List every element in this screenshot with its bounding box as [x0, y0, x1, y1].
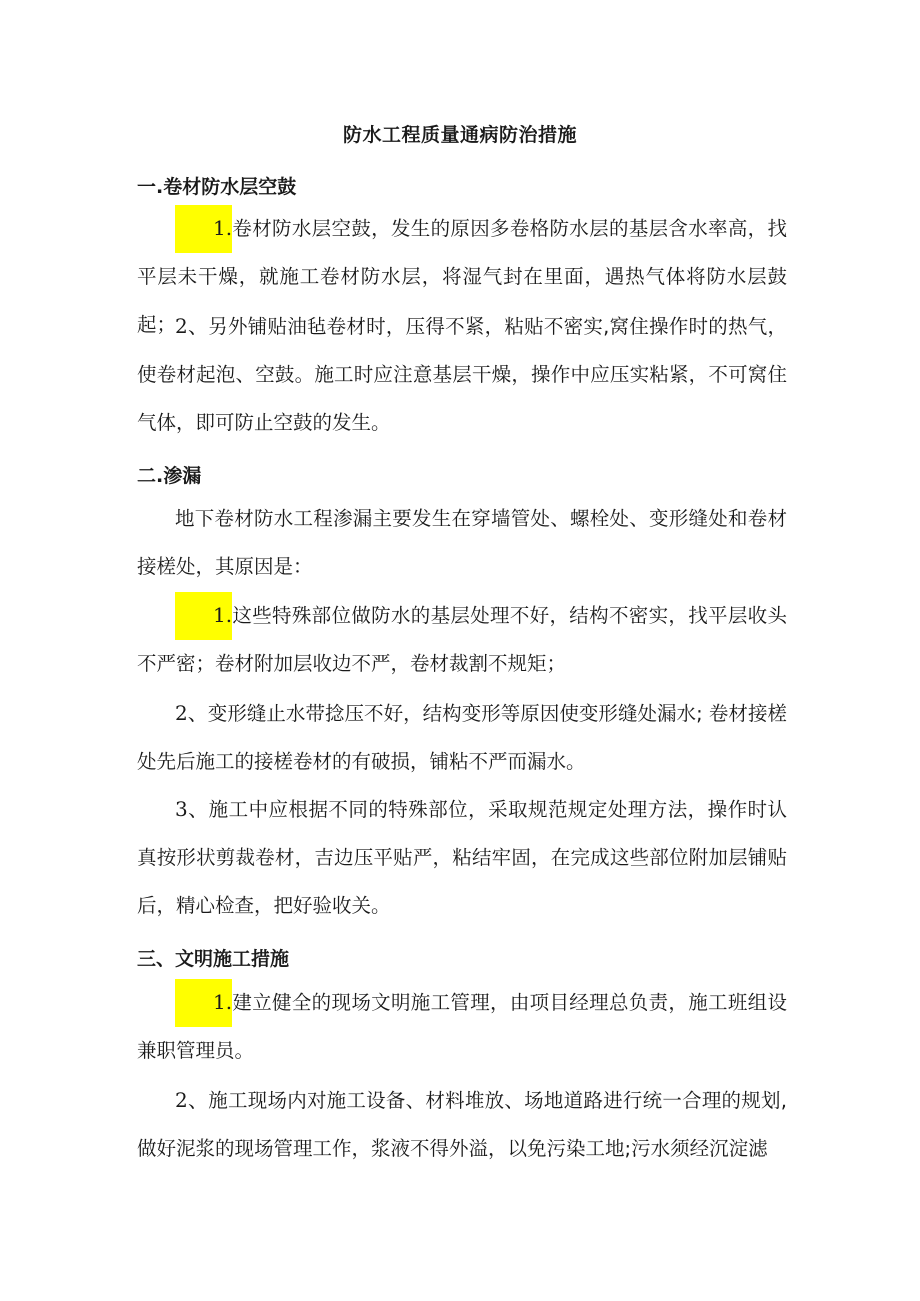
item-number: 1.: [175, 979, 232, 1027]
item-number: 3、: [175, 797, 209, 821]
item-number: 1.: [175, 592, 232, 640]
paragraph-2-1: [137, 592, 787, 688]
item-number: 2、: [175, 1088, 209, 1112]
paragraph-text: 建立健全的现场文明施工管理，由项目经理总负责，施工班组设兼职管理员。: [137, 991, 787, 1062]
item-number: 2、: [175, 701, 208, 725]
paragraph-3-2: [137, 1076, 787, 1173]
paragraph-text: 卷材防水层空鼓，发生的原因多卷格防水层的基层含水率高，找平层未干燥，就施工卷材防水层，将湿气封在里面，遇热气体将防水层鼓起；: [137, 217, 787, 336]
item-number: 2、: [175, 314, 209, 338]
paragraph-2-2: [137, 689, 787, 786]
document-title: 防水工程质量通病防治措施: [342, 124, 577, 146]
paragraph-2-3: [137, 785, 787, 930]
paragraph-text: 变形缝止水带捻压不好，结构变形等原因使变形缝处漏水; 卷材接槎处先后施工的接槎卷材的有破损，铺粘不严而漏水。: [137, 702, 787, 773]
section-heading-3: 三、文明施工措施: [137, 948, 290, 970]
paragraph-text: 这些特殊部位做防水的基层处理不好，结构不密实，找平层收头不严密；卷材附加层收边不严，卷材裁割不规矩；: [137, 604, 787, 675]
paragraph-text: 施工现场内对施工设备、材料堆放、场地道路进行统一合理的规划,做好泥浆的现场管理工作，浆液不得外溢，以免污染工地;污水须经沉淀滤: [137, 1089, 787, 1160]
section-heading-2: 二.渗漏: [137, 465, 202, 487]
section-2-intro: 地下卷材防水工程渗漏主要发生在穿墙管处、螺栓处、变形缝处和卷材接槎处，其原因是：: [137, 507, 787, 578]
paragraph-1-2: [137, 302, 787, 447]
paragraph-text: 另外铺贴油毡卷材时，压得不紧，粘贴不密实,窝住操作时的热气，使卷材起泡、空鼓。施工时应注意基层干燥，操作中应压实粘紧，不可窝住气体，即可防止空鼓的发生。: [137, 315, 787, 434]
section-heading-1: 一.卷材防水层空鼓: [137, 176, 297, 198]
item-number: 1.: [175, 205, 232, 253]
paragraph-3-1: [137, 979, 787, 1075]
paragraph-text: 施工中应根据不同的特殊部位，采取规范规定处理方法，操作时认真按形状剪裁卷材，吉边压平贴严，粘结牢固，在完成这些部位附加层铺贴后，精心检查，把好验收关。: [137, 798, 787, 917]
